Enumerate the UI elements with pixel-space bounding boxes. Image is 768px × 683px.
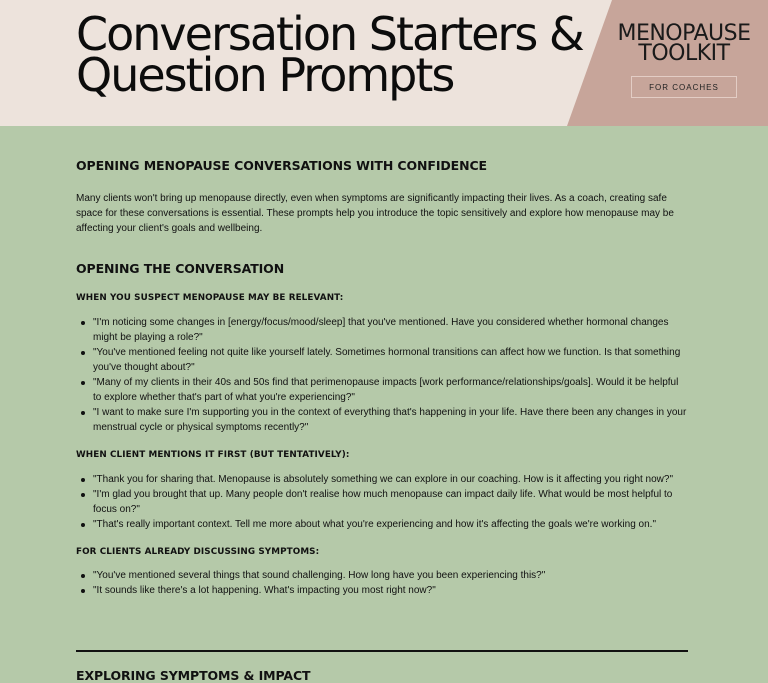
- list-item: "It sounds like there's a lot happening. What's impacting you most right now?": [76, 583, 688, 598]
- list-item: "You've mentioned several things that sound challenging. How long have you been experiencing this?": [76, 568, 688, 583]
- list-item: "I'm glad you brought that up. Many people don't realise how much menopause can impact daily life. What would be most helpful to focus on?": [76, 487, 688, 517]
- page-title-line1: Conversation Starters &: [76, 7, 583, 61]
- section-heading-opening-confidence: OPENING MENOPAUSE CONVERSATIONS WITH CONFIDENCE: [76, 158, 487, 173]
- document-body: [76, 158, 688, 598]
- section-heading-opening-conversation: OPENING THE CONVERSATION: [76, 261, 285, 276]
- subheading-already-discussing: FOR CLIENTS ALREADY DISCUSSING SYMPTOMS:: [76, 547, 320, 557]
- brand-label: [612, 21, 756, 66]
- page-title: [76, 7, 596, 102]
- section-heading-exploring-symptoms: EXPLORING SYMPTOMS & IMPACT: [76, 668, 311, 683]
- brand-line1: MENOPAUSE: [617, 21, 751, 46]
- list-item: "Thank you for sharing that. Menopause is absolutely something we can explore in our coaching. How is it affecting you right now?": [76, 472, 688, 487]
- list-item: "I'm noticing some changes in [energy/focus/mood/sleep] that you've mentioned. Have you considered whether hormonal changes might be playing a role?": [76, 315, 688, 345]
- intro-paragraph: Many clients won't bring up menopause directly, even when symptoms are significantly impacting their lives. As a coach, creating safe space for these conversations is essential. These prompts help you introduce the topic sensitively and explore how menopause may be affecting your client's goals and wellbeing.: [76, 193, 674, 234]
- header-banner: [0, 0, 768, 126]
- brand-line2: TOOLKIT: [638, 41, 730, 66]
- section-divider: [76, 650, 688, 652]
- list-item: "I want to make sure I'm supporting you in the context of everything that's happening in your life. Have there been any changes in your menstrual cycle or physical symptoms recently?": [76, 405, 688, 435]
- list-item: "Many of my clients in their 40s and 50s find that perimenopause impacts [work performance/relationships/goals]. Would it be helpful to explore whether that's part of what you're experiencing?": [76, 375, 688, 405]
- list-item: "That's really important context. Tell me more about what you're experiencing and how it's affecting the goals we're working on.": [76, 517, 688, 532]
- audience-badge: FOR COACHES: [631, 76, 737, 98]
- subheading-suspect-relevant: WHEN YOU SUSPECT MENOPAUSE MAY BE RELEVANT:: [76, 293, 344, 303]
- prompt-list-client-mentions: [76, 472, 688, 532]
- page-title-line2: Question Prompts: [76, 48, 454, 102]
- subheading-client-mentions: WHEN CLIENT MENTIONS IT FIRST (BUT TENTATIVELY):: [76, 450, 350, 460]
- prompt-list-suspect: [76, 315, 688, 435]
- list-item: "You've mentioned feeling not quite like yourself lately. Sometimes hormonal transitions can affect how we function. Is that something you've thought about?": [76, 345, 688, 375]
- prompt-list-already-discussing: [76, 568, 688, 598]
